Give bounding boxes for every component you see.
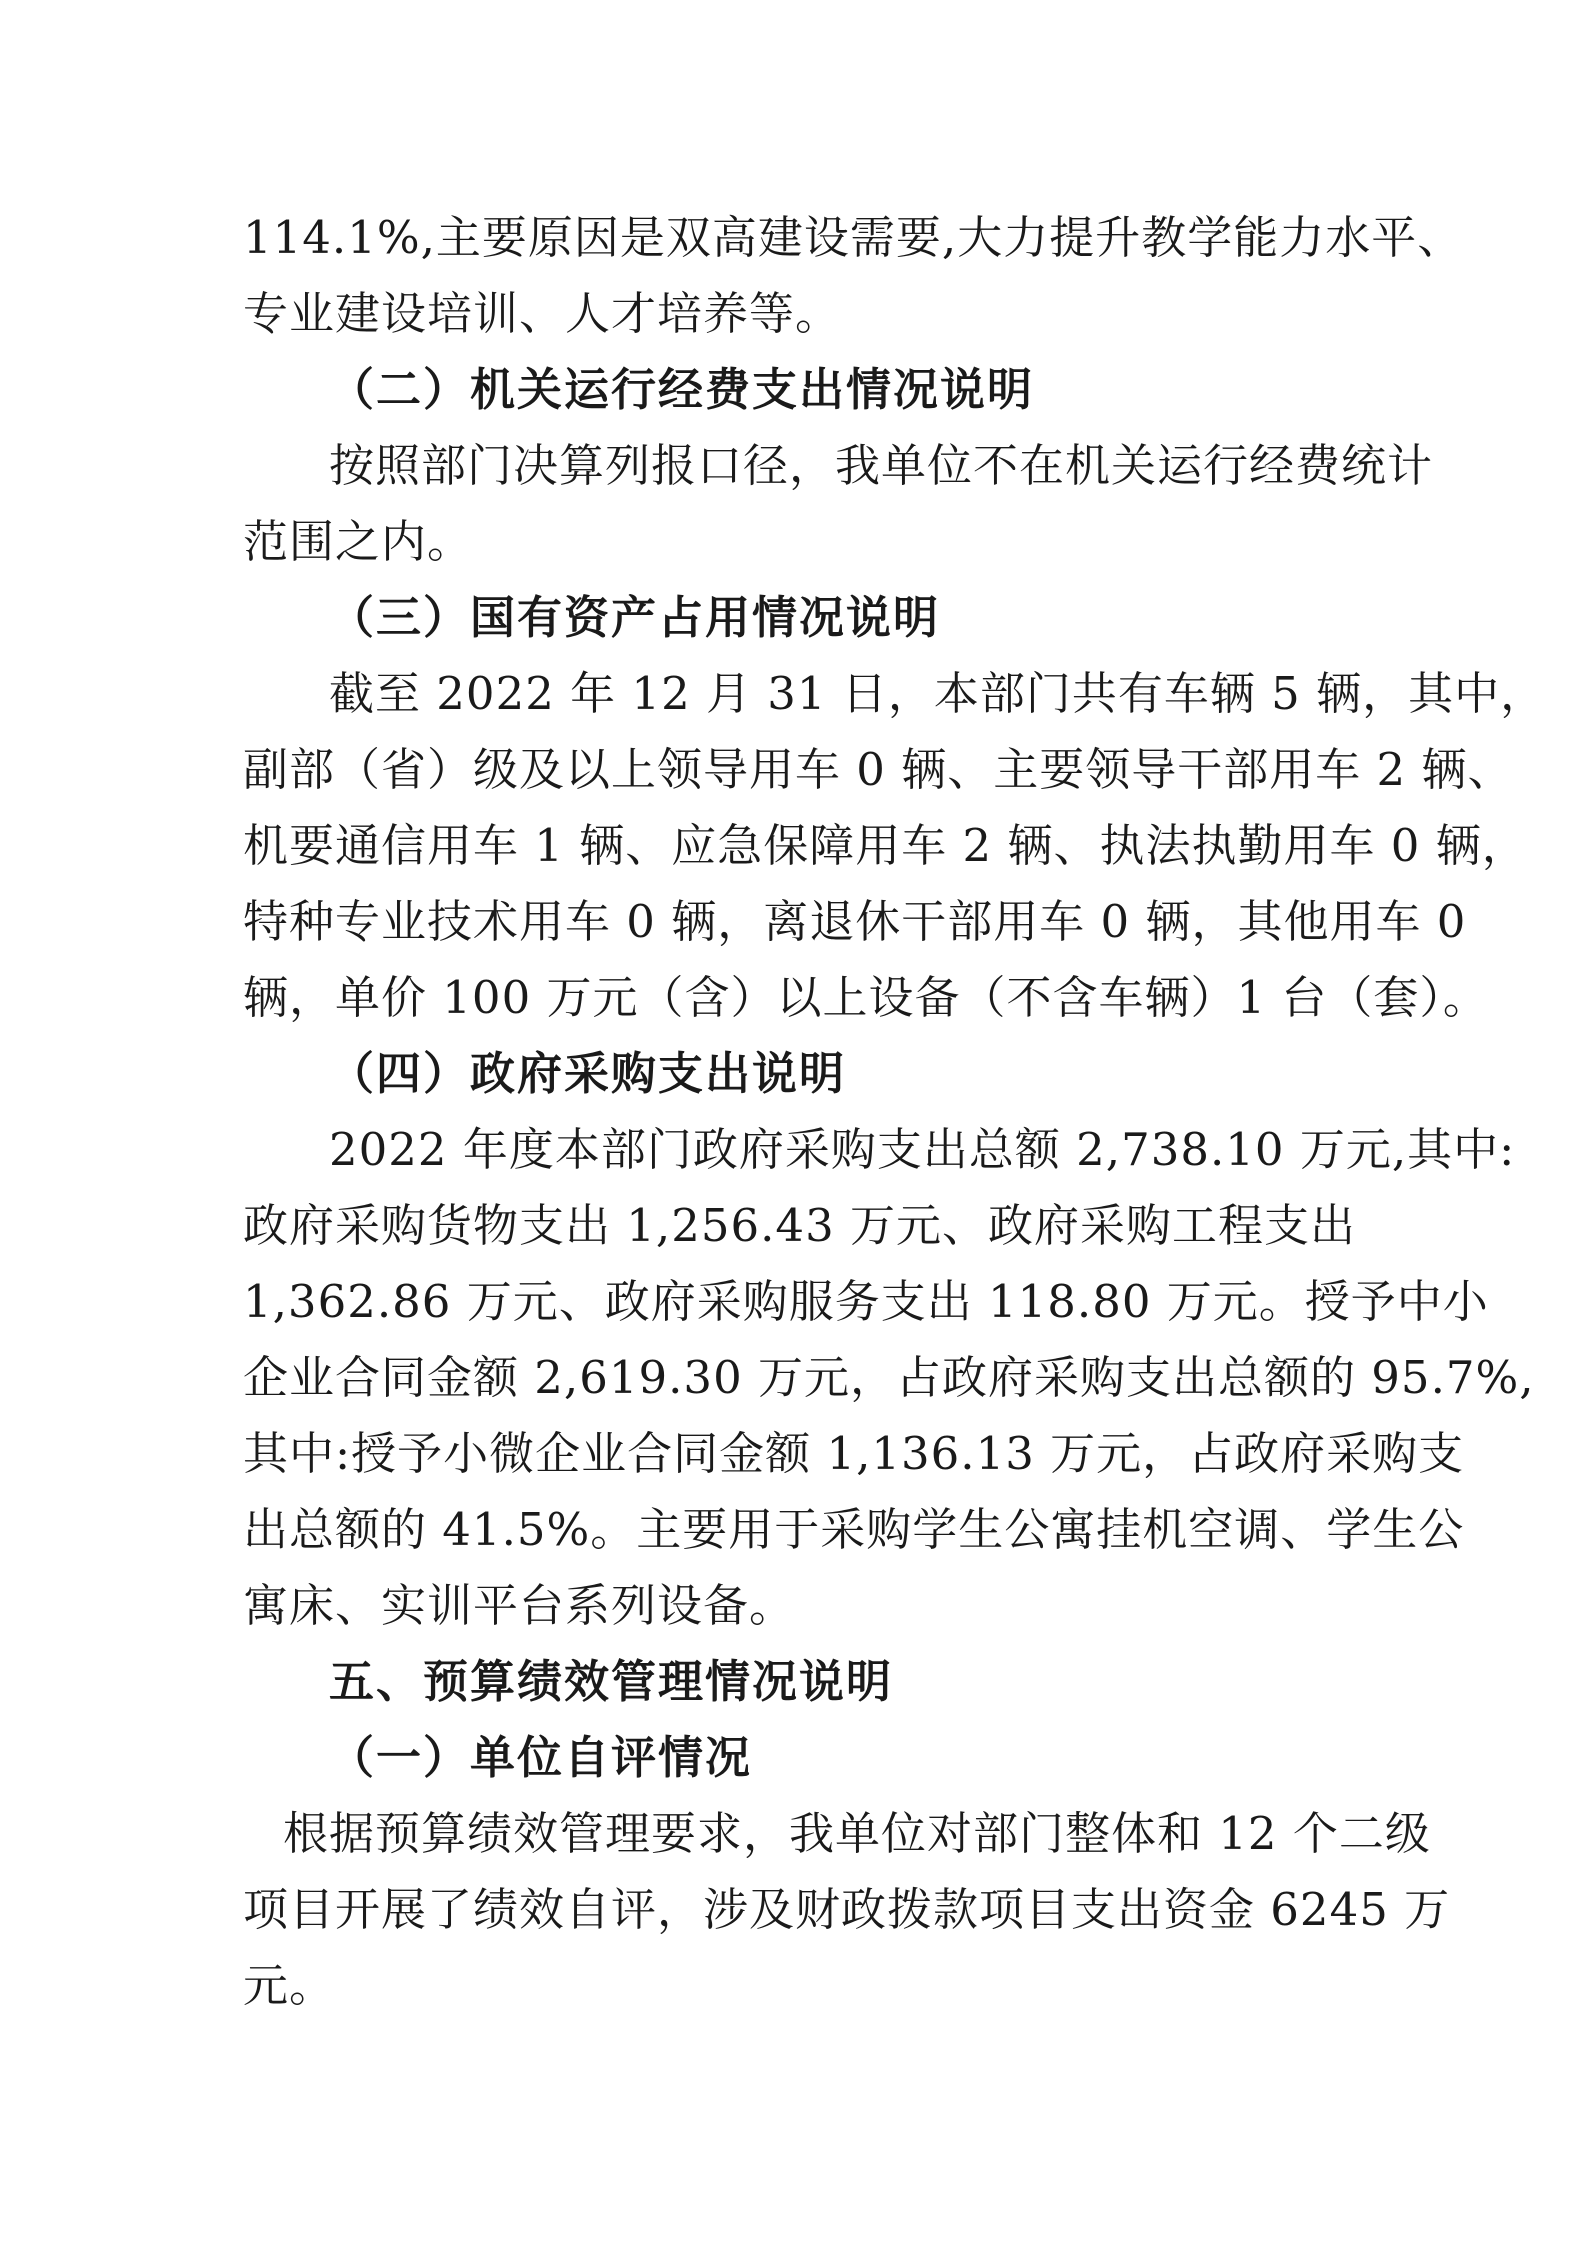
paragraph-line: 企业合同金额 2,619.30 万元，占政府采购支出总额的 95.7%, [243,1351,1535,1404]
paragraph-line: 寓床、实训平台系列设备。 [243,1579,796,1632]
paragraph-line: 114.1%,主要原因是双高建设需要,大力提升教学能力水平、 [243,211,1464,264]
paragraph-line: 副部（省）级及以上领导用车 0 辆、主要领导干部用车 2 辆、 [243,743,1514,796]
paragraph-line: 按照部门决算列报口径，我单位不在机关运行经费统计 [329,439,1434,492]
chapter-heading: 五、预算绩效管理情况说明 [329,1655,894,1708]
paragraph-line: 机要通信用车 1 辆、应急保障用车 2 辆、执法执勤用车 0 辆， [243,819,1528,872]
section-heading: （三）国有资产占用情况说明 [329,591,941,644]
paragraph-line: 特种专业技术用车 0 辆，离退休干部用车 0 辆，其他用车 0 [243,895,1467,948]
paragraph-line: 政府采购货物支出 1,256.43 万元、政府采购工程支出 [243,1199,1357,1252]
paragraph-line: 1,362.86 万元、政府采购服务支出 118.80 万元。授予中小 [243,1275,1489,1328]
paragraph-line: 截至 2022 年 12 月 31 日，本部门共有车辆 5 辆，其中， [329,667,1547,720]
paragraph-line: 专业建设培训、人才培养等。 [243,287,842,340]
paragraph-line: 其中:授予小微企业合同金额 1,136.13 万元，占政府采购支 [243,1427,1465,1480]
paragraph-line: 2022 年度本部门政府采购支出总额 2,738.10 万元,其中: [329,1123,1516,1176]
paragraph-line: 元。 [243,1959,336,2012]
section-heading: （四）政府采购支出说明 [329,1047,847,1100]
document-body [243,200,1547,2024]
section-heading: （二）机关运行经费支出情况说明 [329,363,1035,416]
paragraph-line: 出总额的 41.5%。主要用于采购学生公寓挂机空调、学生公 [243,1503,1465,1556]
paragraph-line: 根据预算绩效管理要求，我单位对部门整体和 12 个二级 [283,1807,1431,1860]
paragraph-line: 项目开展了绩效自评，涉及财政拨款项目支出资金 6245 万 [243,1883,1451,1936]
paragraph-line: 范围之内。 [243,515,474,568]
paragraph-line: 辆，单价 100 万元（含）以上设备（不含车辆）1 台（套）。 [243,971,1489,1024]
section-heading: （一）单位自评情况 [329,1731,753,1784]
